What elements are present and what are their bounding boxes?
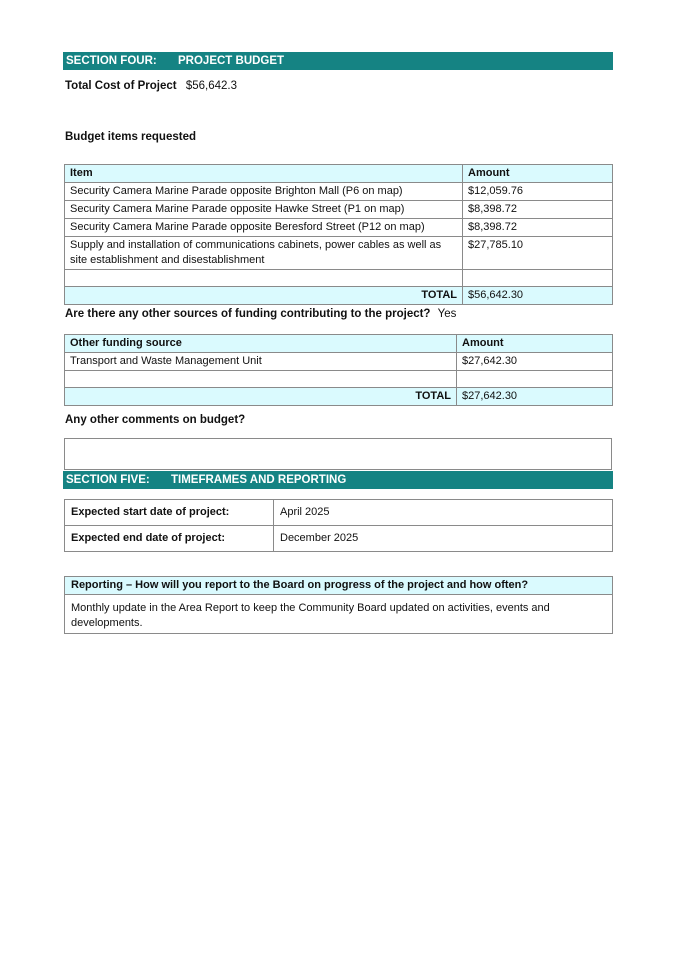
section-four-number: SECTION FOUR: xyxy=(66,55,157,67)
table-row xyxy=(65,237,613,270)
section-four-header xyxy=(63,52,613,70)
timeframes-table xyxy=(64,499,613,552)
budget-total-row xyxy=(65,287,613,305)
end-date-label: Expected end date of project: xyxy=(65,526,274,552)
budget-amount-cell: $8,398.72 xyxy=(463,219,613,237)
section-five-number: SECTION FIVE: xyxy=(66,474,150,486)
total-cost-value: $56,642.3 xyxy=(185,80,237,92)
other-funding-line xyxy=(65,308,456,320)
funding-amount-cell: $27,642.30 xyxy=(457,353,613,371)
total-cost-label: Total Cost of Project xyxy=(65,80,177,92)
budget-total-value: $56,642.30 xyxy=(463,287,613,305)
table-row-empty xyxy=(65,270,613,287)
budget-item-cell: Security Camera Marine Parade opposite Hawke Street (P1 on map) xyxy=(65,201,463,219)
budget-item-cell: Security Camera Marine Parade opposite Beresford Street (P12 on map) xyxy=(65,219,463,237)
reporting-heading: Reporting – How will you report to the Board on progress of the project and how often? xyxy=(65,577,613,595)
end-date-value: December 2025 xyxy=(274,526,613,552)
reporting-value: Monthly update in the Area Report to keep the Community Board updated on activities, events and developments. xyxy=(65,595,613,634)
empty-cell xyxy=(65,371,457,388)
funding-total-value: $27,642.30 xyxy=(457,388,613,406)
section-five-title: TIMEFRAMES AND REPORTING xyxy=(171,474,347,486)
start-date-label: Expected start date of project: xyxy=(65,500,274,526)
budget-item-cell: Supply and installation of communications cabinets, power cables as well as site establishment and disestablishment xyxy=(65,237,463,270)
budget-amount-cell: $12,059.76 xyxy=(463,183,613,201)
comments-box[interactable] xyxy=(64,438,612,470)
budget-table xyxy=(64,164,613,305)
funding-table xyxy=(64,334,613,406)
table-row-empty xyxy=(65,371,613,388)
budget-amount-cell: $27,785.10 xyxy=(463,237,613,270)
table-row xyxy=(65,201,613,219)
funding-total-label: TOTAL xyxy=(65,388,457,406)
budget-items-heading: Budget items requested xyxy=(65,131,196,143)
funding-source-cell: Transport and Waste Management Unit xyxy=(65,353,457,371)
funding-total-row xyxy=(65,388,613,406)
section-four-title: PROJECT BUDGET xyxy=(178,55,285,67)
reporting-value-row xyxy=(65,595,613,634)
table-row xyxy=(65,500,613,526)
funding-table-header xyxy=(65,335,613,353)
reporting-table xyxy=(64,576,613,634)
reporting-header-row xyxy=(65,577,613,595)
funding-header-amount: Amount xyxy=(457,335,613,353)
budget-header-item: Item xyxy=(65,165,463,183)
budget-amount-cell: $8,398.72 xyxy=(463,201,613,219)
budget-total-label: TOTAL xyxy=(65,287,463,305)
table-row xyxy=(65,526,613,552)
table-row xyxy=(65,183,613,201)
table-row xyxy=(65,353,613,371)
budget-item-cell: Security Camera Marine Parade opposite Brighton Mall (P6 on map) xyxy=(65,183,463,201)
other-funding-answer: Yes xyxy=(437,308,457,320)
total-cost-line xyxy=(65,80,237,92)
other-funding-question: Are there any other sources of funding contributing to the project? xyxy=(65,308,431,320)
empty-cell xyxy=(463,270,613,287)
section-five-header xyxy=(63,471,613,489)
empty-cell xyxy=(457,371,613,388)
comments-question: Any other comments on budget? xyxy=(65,414,246,426)
budget-header-amount: Amount xyxy=(463,165,613,183)
start-date-value: April 2025 xyxy=(274,500,613,526)
empty-cell xyxy=(65,270,463,287)
funding-header-source: Other funding source xyxy=(65,335,457,353)
table-row xyxy=(65,219,613,237)
budget-table-header xyxy=(65,165,613,183)
